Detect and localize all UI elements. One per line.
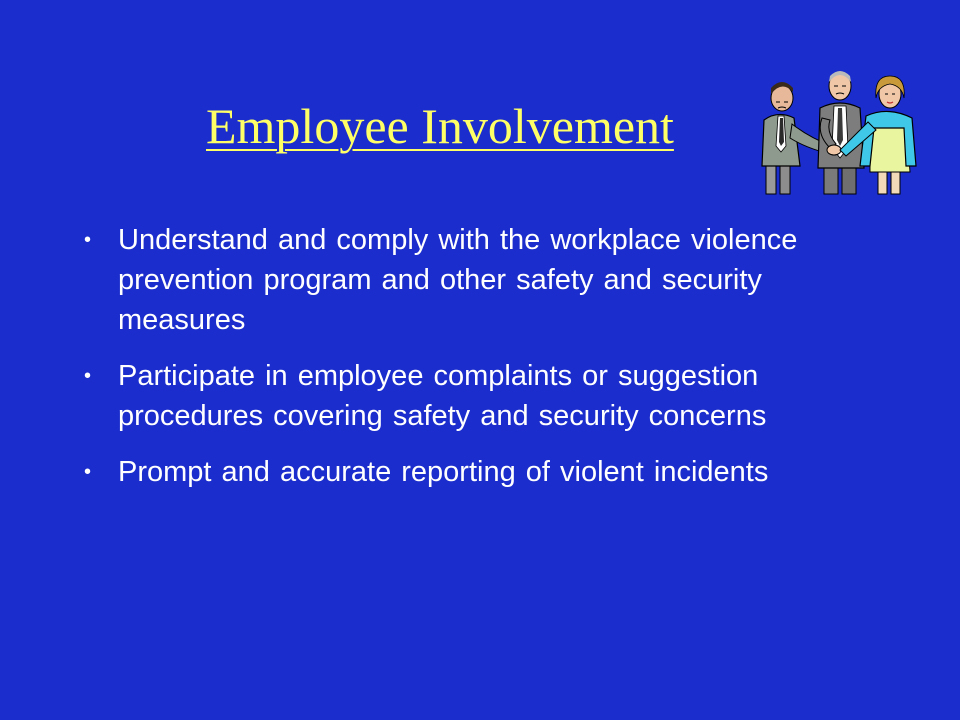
- handshake-people-icon: [760, 68, 930, 196]
- bullet-list: [82, 220, 882, 508]
- bullet-marker: •: [84, 229, 92, 251]
- bullet-text: Understand and comply with the workplace violence prevention program and other safety and security measures: [118, 224, 798, 336]
- bullet-item: [82, 452, 882, 492]
- bullet-text: Prompt and accurate reporting of violent incidents: [118, 456, 769, 488]
- bullet-marker: •: [84, 365, 92, 387]
- bullet-marker: •: [84, 461, 92, 483]
- slide-title: Employee Involvement: [206, 98, 674, 154]
- bullet-item: [82, 220, 882, 340]
- bullet-item: [82, 356, 882, 436]
- bullet-text: Participate in employee complaints or suggestion procedures covering safety and security concerns: [118, 360, 767, 432]
